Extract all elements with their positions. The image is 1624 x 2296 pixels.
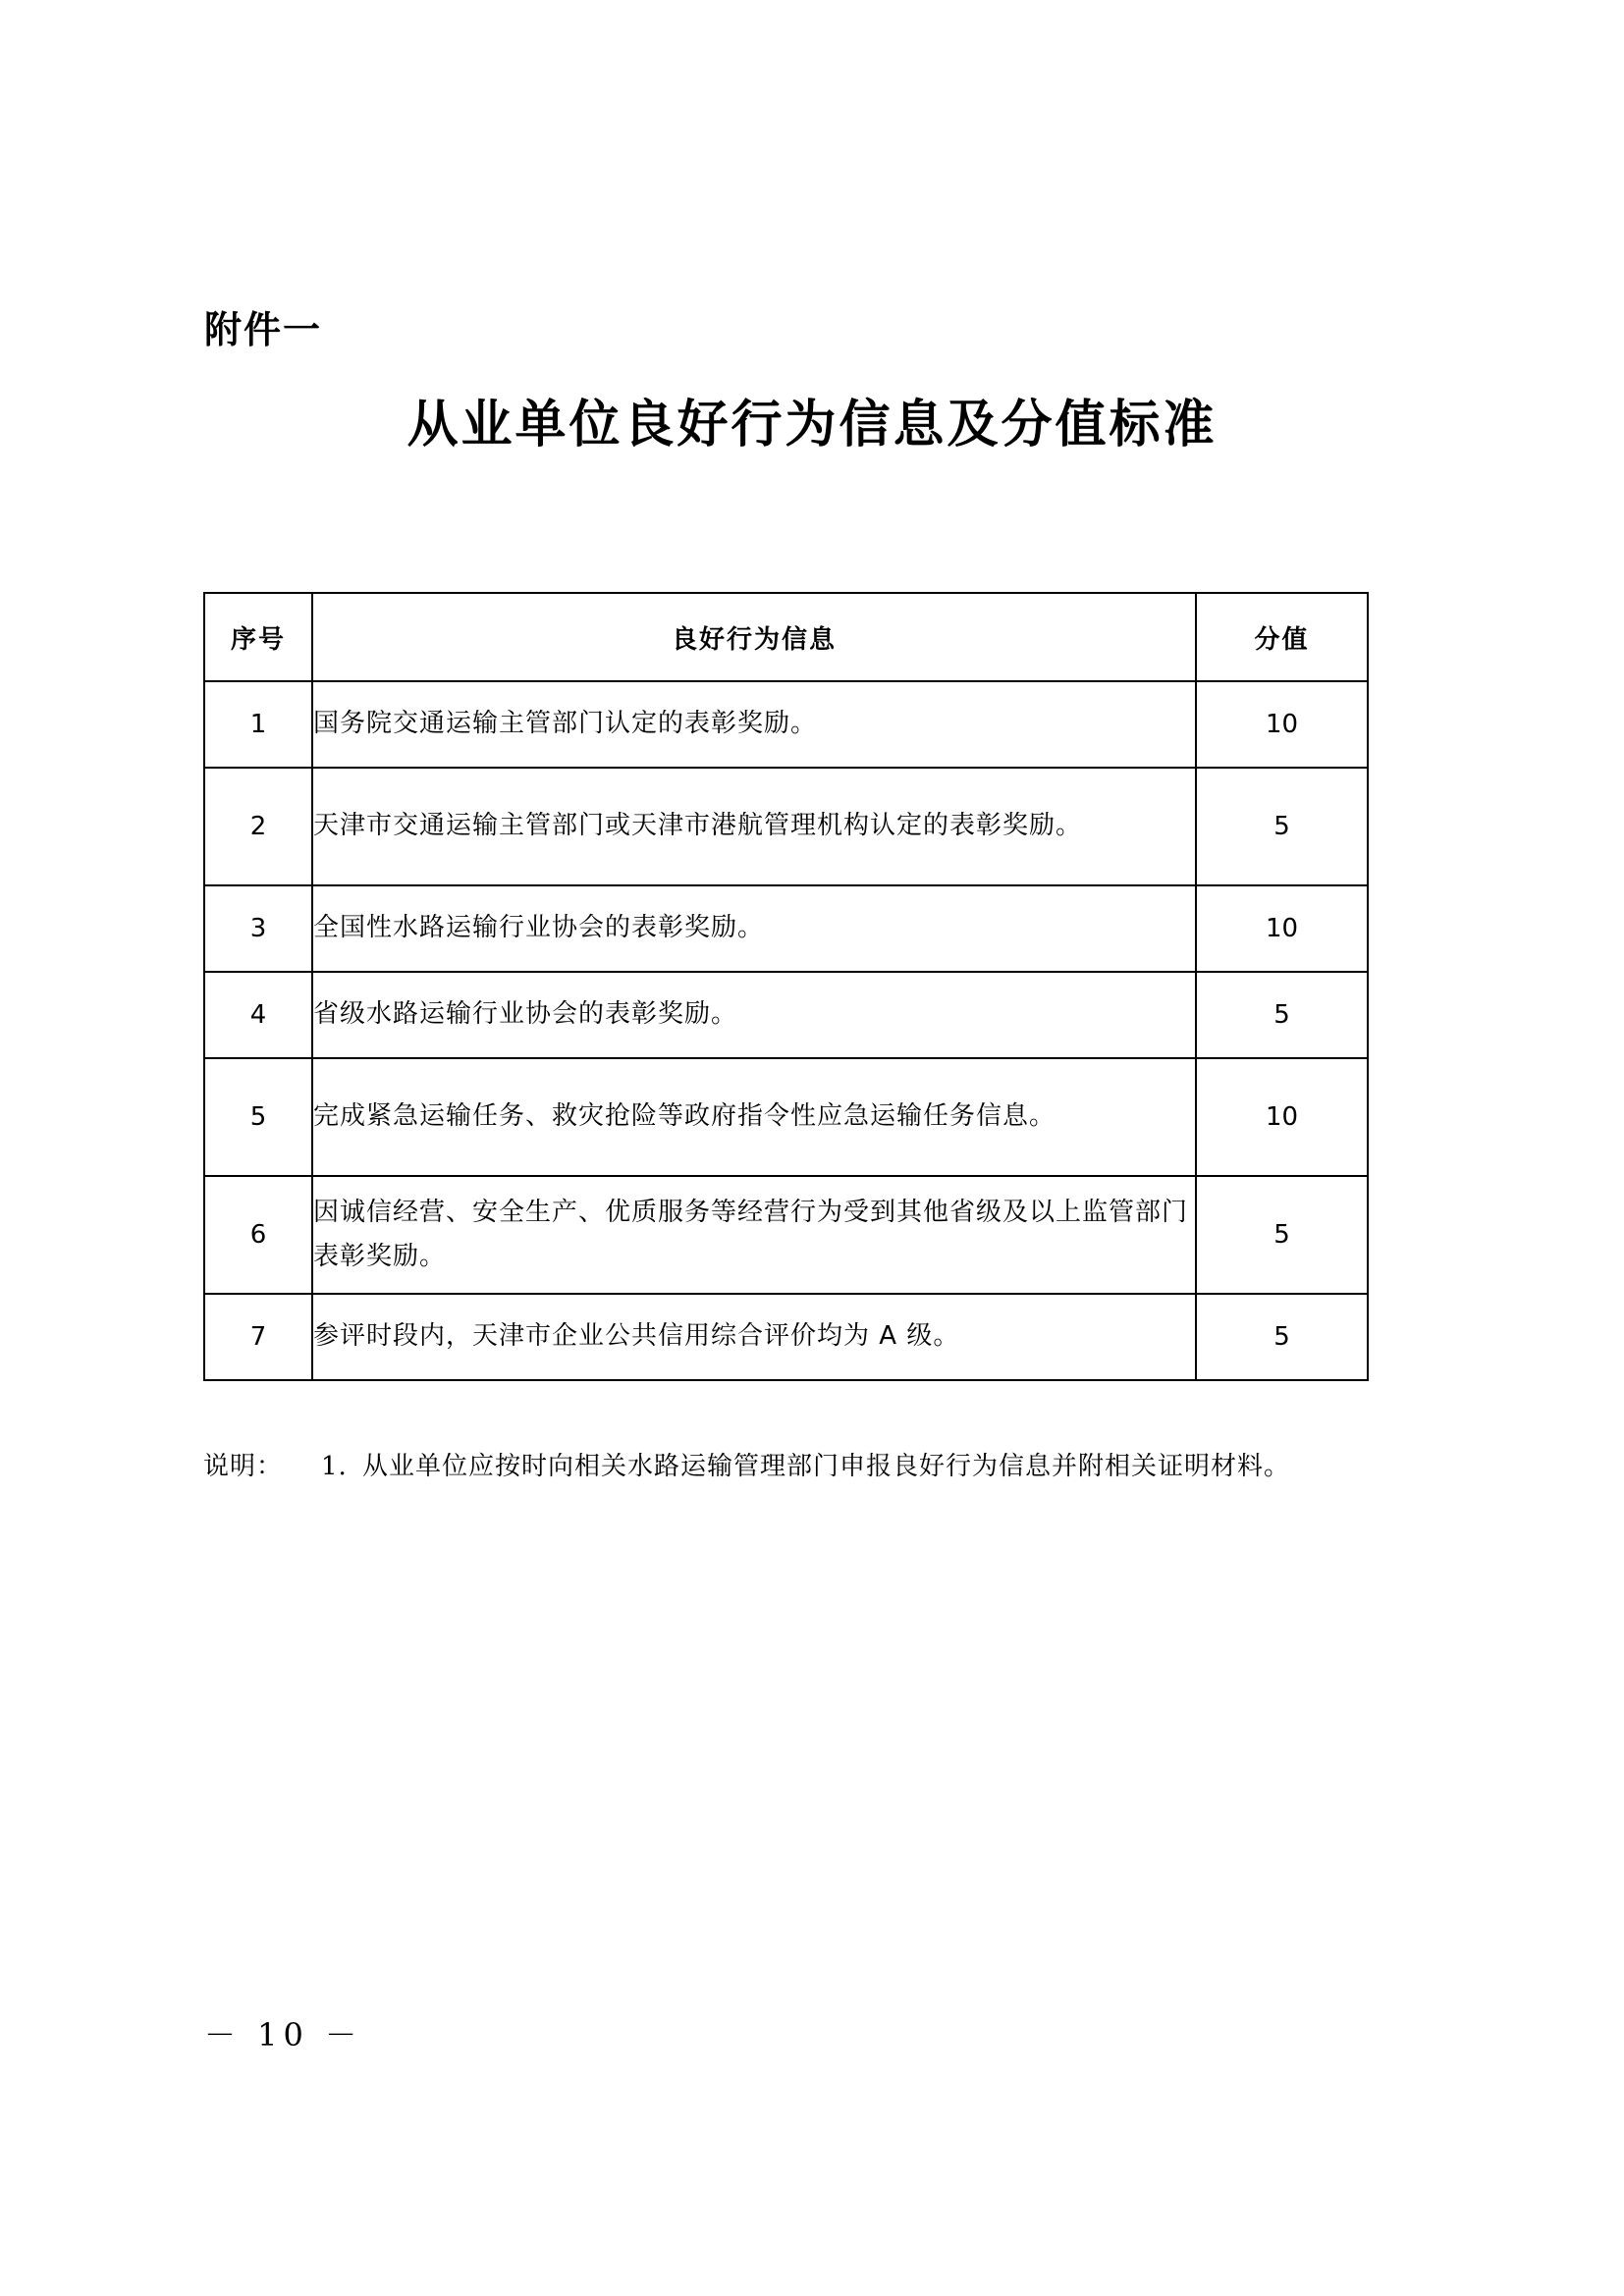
column-header-info: 良好行为信息: [312, 593, 1196, 681]
column-header-seq: 序号: [204, 593, 312, 681]
cell-score: 10: [1196, 885, 1368, 972]
table-row: [204, 972, 1368, 1058]
cell-info: 天津市交通运输主管部门或天津市港航管理机构认定的表彰奖励。: [312, 768, 1196, 885]
note-label: 说明：: [203, 1452, 284, 1481]
table-row: [204, 1058, 1368, 1176]
standards-table-wrapper: [203, 592, 1367, 1381]
table-row: [204, 885, 1368, 972]
cell-seq: 2: [204, 768, 312, 885]
cell-seq: 5: [204, 1058, 312, 1176]
cell-seq: 1: [204, 681, 312, 768]
cell-score: 5: [1196, 1294, 1368, 1380]
cell-info: 省级水路运输行业协会的表彰奖励。: [312, 972, 1196, 1058]
table-row: [204, 681, 1368, 768]
cell-seq: 7: [204, 1294, 312, 1380]
page-number: － 10 －: [204, 2016, 363, 2054]
note-block: [203, 1443, 1391, 1491]
cell-seq: 3: [204, 885, 312, 972]
cell-score: 5: [1196, 972, 1368, 1058]
note-text: 从业单位应按时向相关水路运输管理部门申报良好行为信息并附相关证明材料。: [362, 1452, 1291, 1481]
cell-seq: 4: [204, 972, 312, 1058]
cell-score: 5: [1196, 768, 1368, 885]
cell-seq: 6: [204, 1176, 312, 1294]
attachment-label: 附件一: [204, 307, 323, 351]
table-row: [204, 1294, 1368, 1380]
column-header-score: 分值: [1196, 593, 1368, 681]
cell-info: 完成紧急运输任务、救灾抢险等政府指令性应急运输任务信息。: [312, 1058, 1196, 1176]
cell-info: 国务院交通运输主管部门认定的表彰奖励。: [312, 681, 1196, 768]
note-number: 1.: [321, 1452, 348, 1481]
standards-table: [203, 592, 1369, 1381]
cell-score: 10: [1196, 681, 1368, 768]
cell-score: 10: [1196, 1058, 1368, 1176]
page-title: 从业单位良好行为信息及分值标准: [406, 395, 1218, 454]
cell-info: 因诚信经营、安全生产、优质服务等经营行为受到其他省级及以上监管部门表彰奖励。: [312, 1176, 1196, 1294]
table-row: [204, 1176, 1368, 1294]
cell-info: 参评时段内，天津市企业公共信用综合评价均为 A 级。: [312, 1294, 1196, 1380]
table-row: [204, 768, 1368, 885]
table-header-row: [204, 593, 1368, 681]
cell-score: 5: [1196, 1176, 1368, 1294]
cell-info: 全国性水路运输行业协会的表彰奖励。: [312, 885, 1196, 972]
